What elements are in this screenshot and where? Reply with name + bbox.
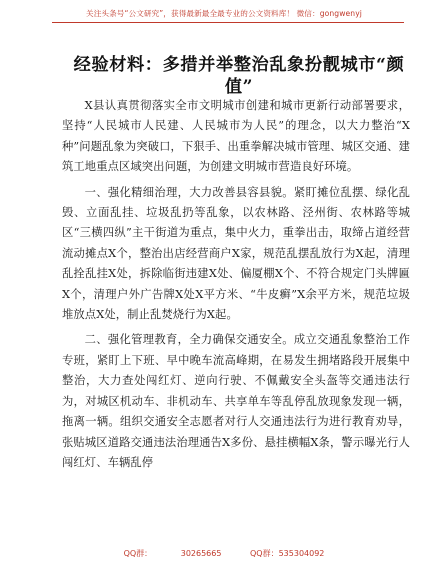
intro-paragraph: X县认真贯彻落实全市文明城市创建和城市更新行动部署要求，坚持“人民城市人民建、人民城市为人民”的理念，以大力整治“X种”问题乱象为突破口，下狠手、出重拳解决城市管理、城区交通、建筑工地重点区域突出问题，为创建文明城市营造良好环境。 [62, 99, 410, 174]
header-promo-banner: 关注头条号“公文研究”，获得最新最全最专业的公文资料库！ 微信：gongwenyj [86, 9, 362, 18]
section-two-paragraph: 二、强化管理教育，全力确保交通安全。成立交通乱象整治工作专班，紧盯上下班、早中晚车流高峰期，在易发生拥堵路段开展集中整治，大力查处闯红灯、逆向行驶、不佩戴安全头盔等交通违法行为，对城区机动车、非机动车、共享单车等乱停乱放现象发现一辆，拖离一辆。组织交通安全志愿者对行人交通违法行为进行教育劝导，张贴城区道路交通违法治理通告X多份、悬挂横幅X条，警示曝光行人闯红灯、车辆乱停 [62, 333, 410, 469]
header-divider [52, 22, 404, 23]
footer-qq-groups: QQ群： 30265665 QQ群：535304092 [123, 549, 325, 558]
section-one-paragraph: 一、强化精细治理，大力改善县容县貌。紧盯摊位乱摆、绿化乱毁、立面乱挂、垃圾乱扔等乱象，以农林路、泾州街、农林路等城区“三横四纵”主干街道为重点，集中火力，重拳出击，取缔占道经营流动摊点X个，整治出店经营商户X家，规范乱摆乱放行为X起，清理乱拴乱挂X处，拆除临街违建X处、偏厦棚X个、不符合规定门头牌匾X个，清理户外广告牌X处X平方米、“牛皮癣”X余平方米，规范垃圾堆放点X处，制止乱焚烧行为X起。 [62, 185, 410, 322]
document-title: 经验材料：多措并举整治乱象扮靓城市“颜值” [73, 55, 405, 97]
document-body [62, 96, 410, 478]
